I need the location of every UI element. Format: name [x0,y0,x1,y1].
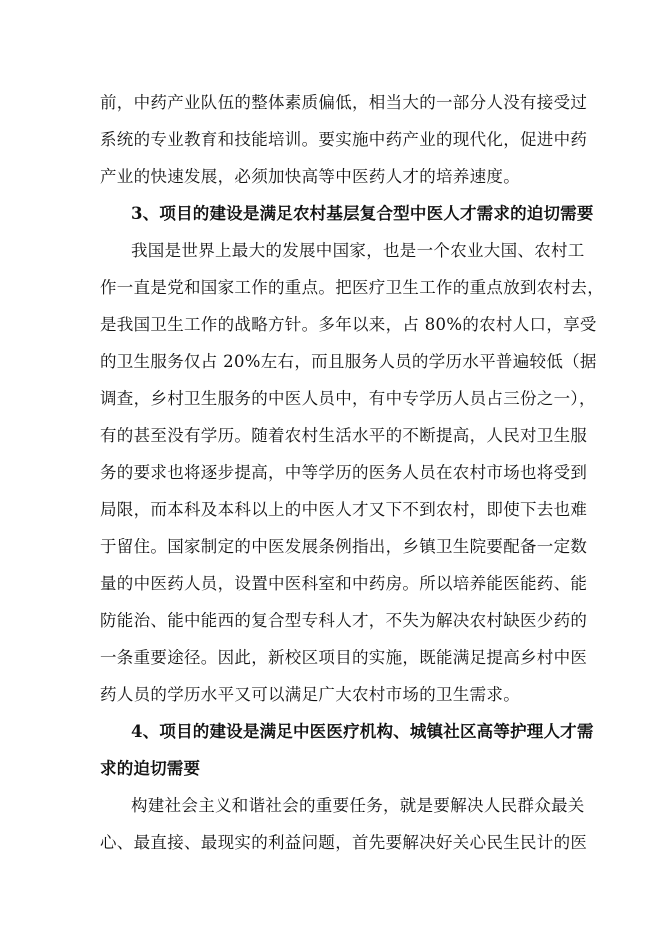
body-text-line: 产业的快速发展，必须加快高等中医药人才的培养速度。 [100,167,520,186]
body-text-line: 系统的专业教育和技能培训。要实施中药产业的现代化，促进中药 [100,130,588,149]
body-text-line: 药人员的学历水平又可以满足广大农村市场的卫生需求。 [100,685,520,704]
section-heading-4-cont: 求的迫切需要 [100,759,201,778]
body-text-line: 前，中药产业队伍的整体素质偏低，相当大的一部分人没有接受过 [100,93,588,112]
body-text-line: 量的中医药人员，设置中医科室和中药房。所以培养能医能药、能 [100,574,588,593]
body-text-line: 心、最直接、最现实的利益问题，首先要解决好关心民生民计的医 [100,833,588,852]
body-text-line: 一条重要途径。因此，新校区项目的实施，既能满足提高乡村中医 [100,648,588,667]
section-heading-3: 3、项目的建设是满足农村基层复合型中医人才需求的迫切需要 [131,204,594,223]
body-text-line: 有的甚至没有学历。随着农村生活水平的不断提高，人民对卫生服 [100,426,588,445]
body-text-line: 调查，乡村卫生服务的中医人员中，有中专学历人员占三份之一）， [100,389,596,408]
body-text-line: 构建社会主义和谐社会的重要任务，就是要解决人民群众最关 [131,796,585,815]
body-text-line: 防能治、能中能西的复合型专科人才，不失为解决农村缺医少药的 [100,611,588,630]
body-text-line: 作一直是党和国家工作的重点。把医疗卫生工作的重点放到农村去， [100,278,604,297]
section-heading-4: 4、项目的建设是满足中医医疗机构、城镇社区高等护理人才需 [131,722,594,741]
body-text-line: 于留住。国家制定的中医发展条例指出，乡镇卫生院要配备一定数 [100,537,588,556]
body-text-line: 的卫生服务仅占 20%左右，而且服务人员的学历水平普遍较低（据 [100,352,597,371]
body-text-line: 我国是世界上最大的发展中国家，也是一个农业大国、农村工 [131,241,585,260]
body-text-line: 务的要求也将逐步提高，中等学历的医务人员在农村市场也将受到 [100,463,588,482]
body-text-line: 局限，而本科及本科以上的中医人才又下不到农村，即使下去也难 [100,500,588,519]
body-text-line: 是我国卫生工作的战略方针。多年以来，占 80%的农村人口，享受 [100,315,597,334]
